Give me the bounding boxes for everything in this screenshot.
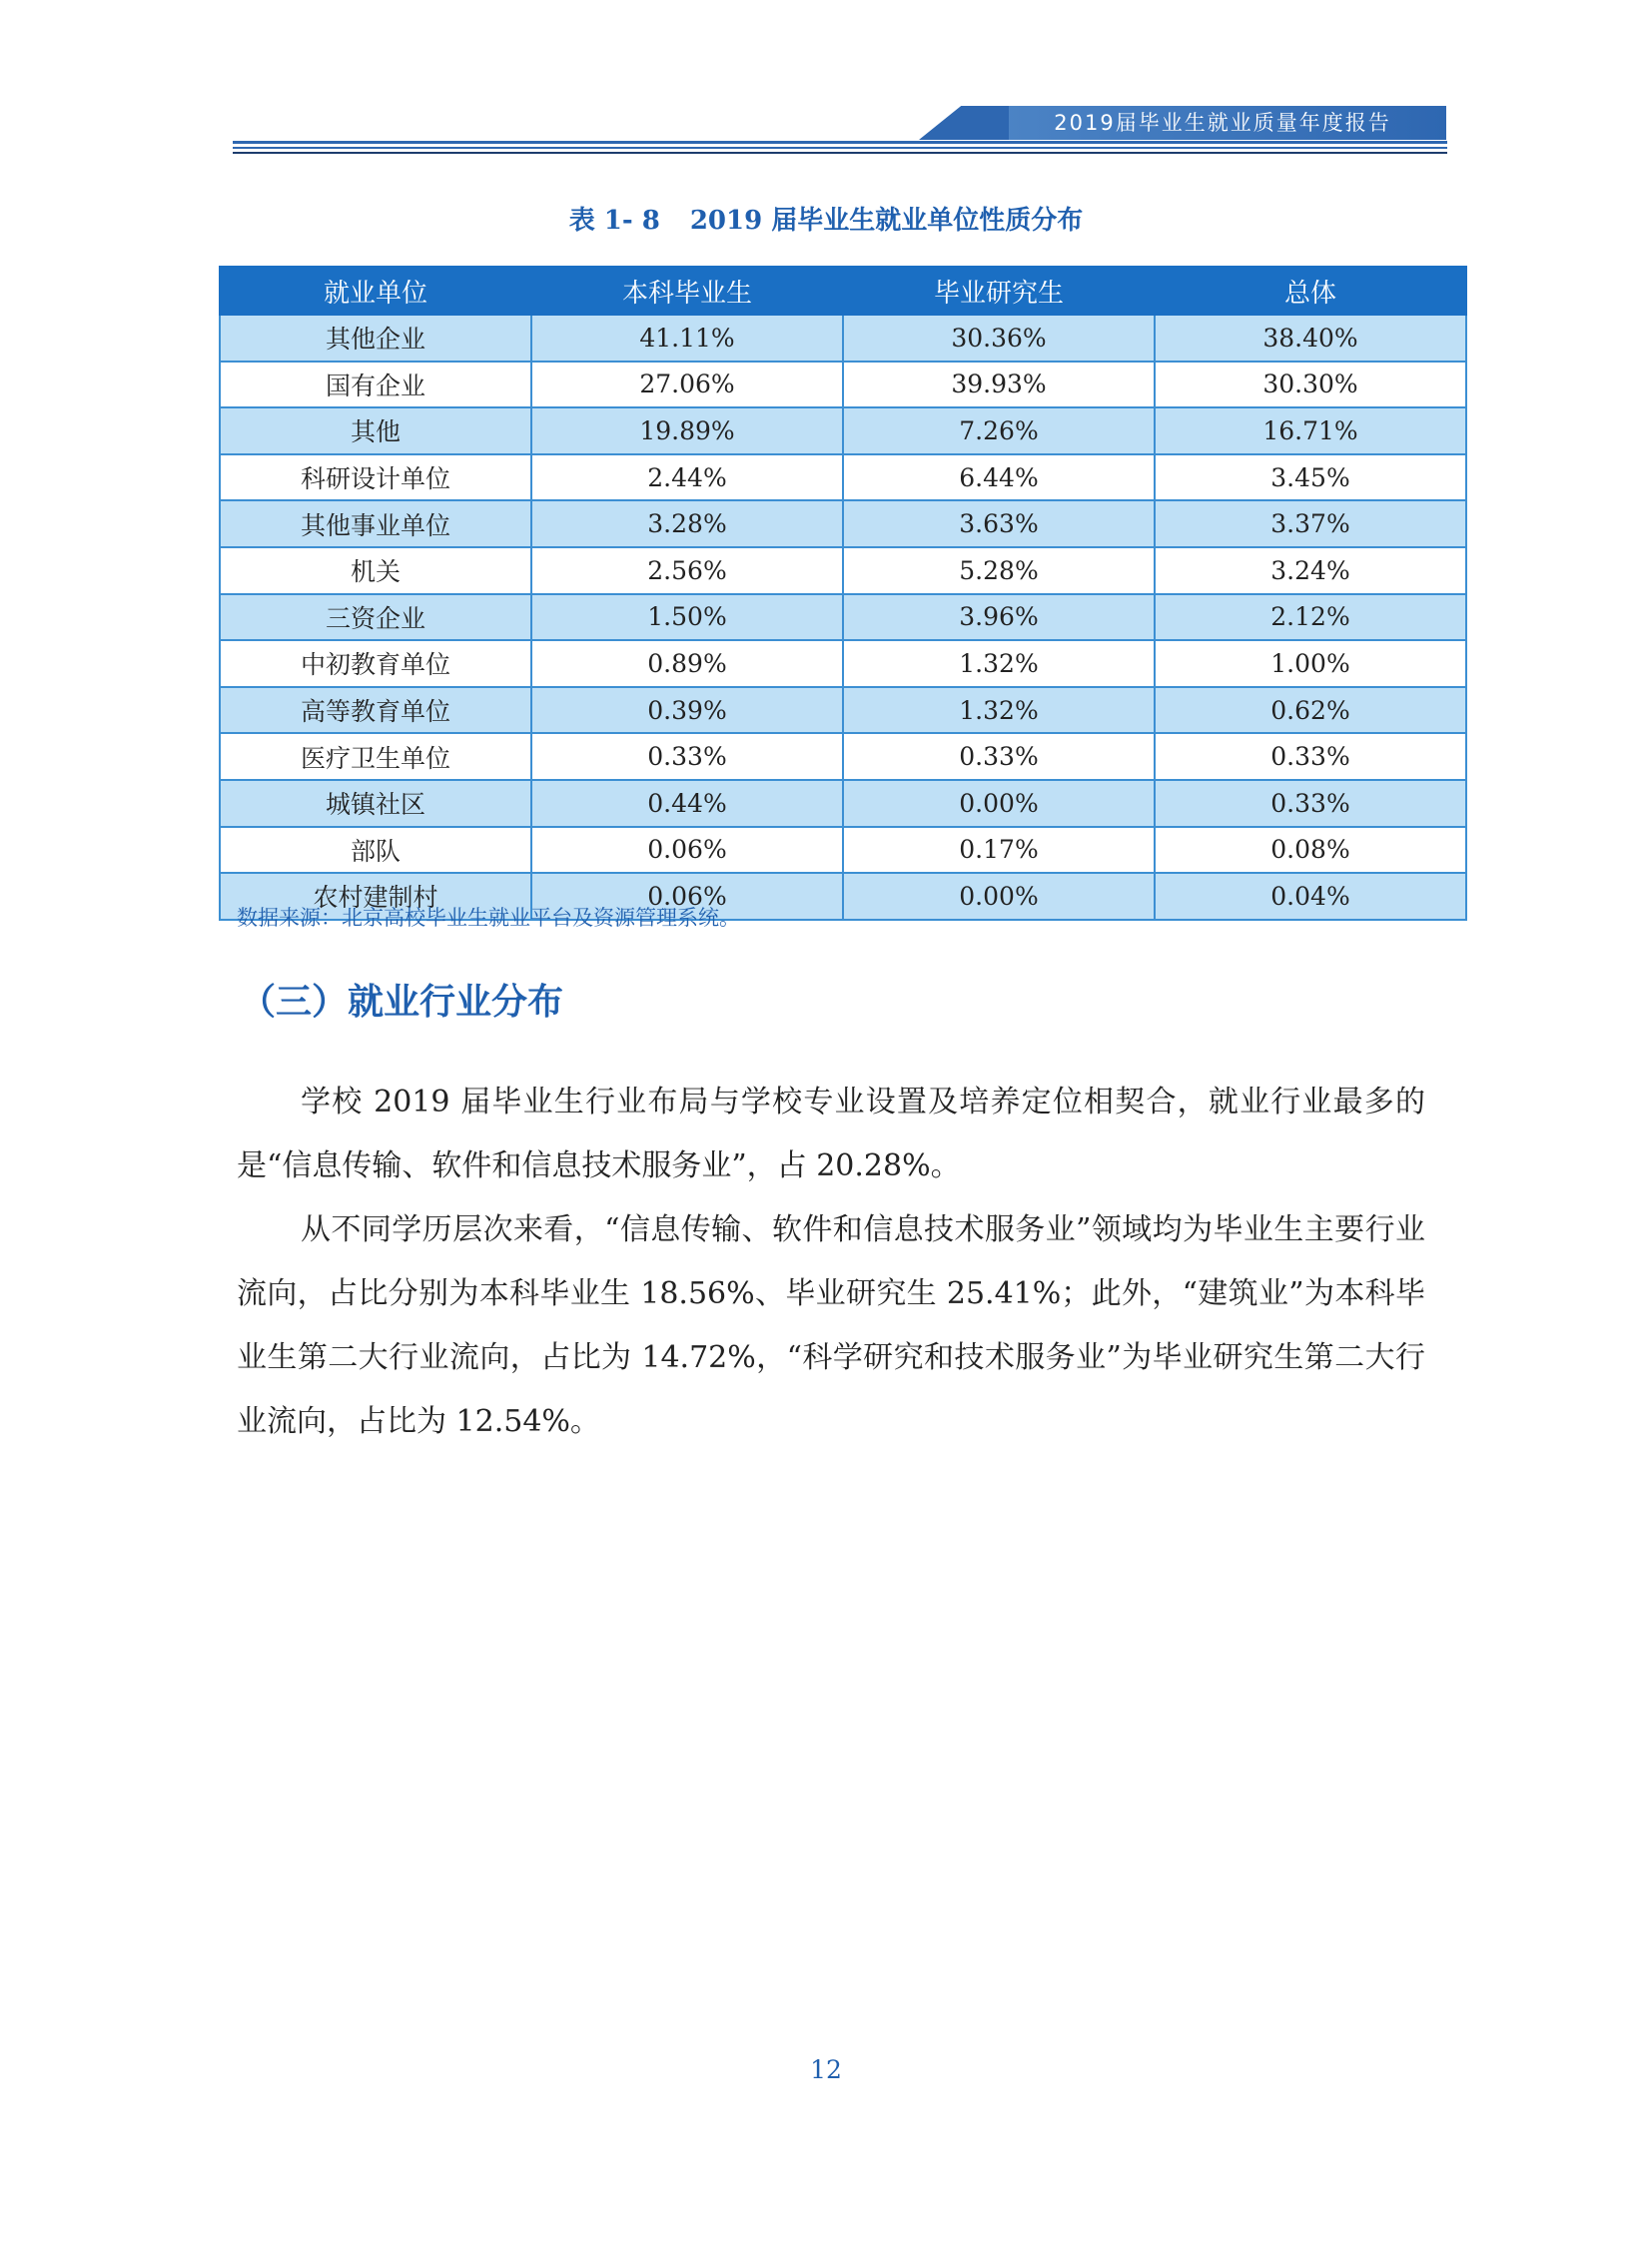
percentage-cell: 0.62% bbox=[1155, 687, 1466, 734]
percentage-cell: 0.08% bbox=[1155, 827, 1466, 874]
percentage-cell: 0.89% bbox=[531, 640, 843, 687]
table-caption-title: 2019 届毕业生就业单位性质分布 bbox=[689, 206, 1084, 236]
table-row bbox=[220, 827, 1466, 874]
percentage-cell: 6.44% bbox=[843, 454, 1155, 501]
percentage-cell: 27.06% bbox=[531, 362, 843, 408]
percentage-cell: 30.30% bbox=[1155, 362, 1466, 408]
percentage-cell: 0.33% bbox=[1155, 780, 1466, 827]
table-row bbox=[220, 454, 1466, 501]
percentage-cell: 19.89% bbox=[531, 407, 843, 454]
paragraph: 从不同学历层次来看，“信息传输、软件和信息技术服务业”领域均为毕业生主要行业流向，占比分别为本科毕业生 18.56%、毕业研究生 25.41%；此外，“建筑业”为本科毕业生第二大行业流向，占比为 14.72%，“科学研究和技术服务业”为毕业研究生第二大行业流向，占比为 12.54%。 bbox=[237, 1212, 1425, 1439]
percentage-cell: 3.45% bbox=[1155, 454, 1466, 501]
row-label-cell: 高等教育单位 bbox=[220, 687, 531, 734]
header-rule bbox=[233, 152, 1447, 154]
row-label-cell: 国有企业 bbox=[220, 362, 531, 408]
column-header: 毕业研究生 bbox=[843, 267, 1155, 315]
percentage-cell: 0.17% bbox=[843, 827, 1155, 874]
percentage-cell: 2.12% bbox=[1155, 594, 1466, 641]
page-number: 12 bbox=[810, 2055, 842, 2084]
table-row bbox=[220, 594, 1466, 641]
row-label-cell: 医疗卫生单位 bbox=[220, 733, 531, 780]
table-row bbox=[220, 362, 1466, 408]
table-header-row bbox=[220, 267, 1466, 315]
header-rule bbox=[233, 147, 1447, 149]
table-row bbox=[220, 500, 1466, 547]
percentage-cell: 1.00% bbox=[1155, 640, 1466, 687]
percentage-cell: 3.96% bbox=[843, 594, 1155, 641]
header-title: 2019届毕业生就业质量年度报告 bbox=[1054, 111, 1391, 135]
row-label-cell: 三资企业 bbox=[220, 594, 531, 641]
percentage-cell: 3.63% bbox=[843, 500, 1155, 547]
body-text bbox=[237, 1071, 1425, 1454]
row-label-cell: 中初教育单位 bbox=[220, 640, 531, 687]
row-label-cell: 其他事业单位 bbox=[220, 500, 531, 547]
percentage-cell: 0.33% bbox=[843, 733, 1155, 780]
table-caption bbox=[0, 200, 1652, 237]
row-label-cell: 城镇社区 bbox=[220, 780, 531, 827]
percentage-cell: 1.32% bbox=[843, 640, 1155, 687]
percentage-cell: 7.26% bbox=[843, 407, 1155, 454]
table-row bbox=[220, 780, 1466, 827]
row-label-cell: 科研设计单位 bbox=[220, 454, 531, 501]
percentage-cell: 0.44% bbox=[531, 780, 843, 827]
table-row bbox=[220, 315, 1466, 362]
table-row bbox=[220, 733, 1466, 780]
percentage-cell: 0.06% bbox=[531, 873, 843, 920]
column-header: 总体 bbox=[1155, 267, 1466, 315]
percentage-cell: 5.28% bbox=[843, 547, 1155, 594]
table-row bbox=[220, 407, 1466, 454]
percentage-cell: 38.40% bbox=[1155, 315, 1466, 362]
employment-unit-table bbox=[219, 266, 1467, 921]
row-label-cell: 机关 bbox=[220, 547, 531, 594]
row-label-cell: 农村建制村 bbox=[220, 873, 531, 920]
percentage-cell: 0.00% bbox=[843, 780, 1155, 827]
percentage-cell: 2.56% bbox=[531, 547, 843, 594]
header-rule bbox=[233, 141, 1447, 144]
table-row bbox=[220, 547, 1466, 594]
percentage-cell: 1.32% bbox=[843, 687, 1155, 734]
percentage-cell: 0.04% bbox=[1155, 873, 1466, 920]
column-header: 就业单位 bbox=[220, 267, 531, 315]
percentage-cell: 3.37% bbox=[1155, 500, 1466, 547]
table-row bbox=[220, 640, 1466, 687]
percentage-cell: 3.28% bbox=[531, 500, 843, 547]
percentage-cell: 39.93% bbox=[843, 362, 1155, 408]
row-label-cell: 部队 bbox=[220, 827, 531, 874]
percentage-cell: 41.11% bbox=[531, 315, 843, 362]
percentage-cell: 30.36% bbox=[843, 315, 1155, 362]
percentage-cell: 2.44% bbox=[531, 454, 843, 501]
source-note: 数据来源：北京高校毕业生就业平台及资源管理系统。 bbox=[237, 906, 740, 930]
paragraph: 学校 2019 届毕业生行业布局与学校专业设置及培养定位相契合，就业行业最多的是“信息传输、软件和信息技术服务业”，占 20.28%。 bbox=[237, 1085, 1425, 1183]
percentage-cell: 16.71% bbox=[1155, 407, 1466, 454]
percentage-cell: 0.06% bbox=[531, 827, 843, 874]
table-body bbox=[220, 315, 1466, 920]
percentage-cell: 0.39% bbox=[531, 687, 843, 734]
row-label-cell: 其他企业 bbox=[220, 315, 531, 362]
percentage-cell: 1.50% bbox=[531, 594, 843, 641]
row-label-cell: 其他 bbox=[220, 407, 531, 454]
table-caption-number: 表 1- 8 bbox=[568, 206, 660, 236]
percentage-cell: 3.24% bbox=[1155, 547, 1466, 594]
table-row bbox=[220, 687, 1466, 734]
percentage-cell: 0.33% bbox=[531, 733, 843, 780]
percentage-cell: 0.00% bbox=[843, 873, 1155, 920]
percentage-cell: 0.33% bbox=[1155, 733, 1466, 780]
column-header: 本科毕业生 bbox=[531, 267, 843, 315]
section-heading: （三）就业行业分布 bbox=[240, 982, 564, 1023]
